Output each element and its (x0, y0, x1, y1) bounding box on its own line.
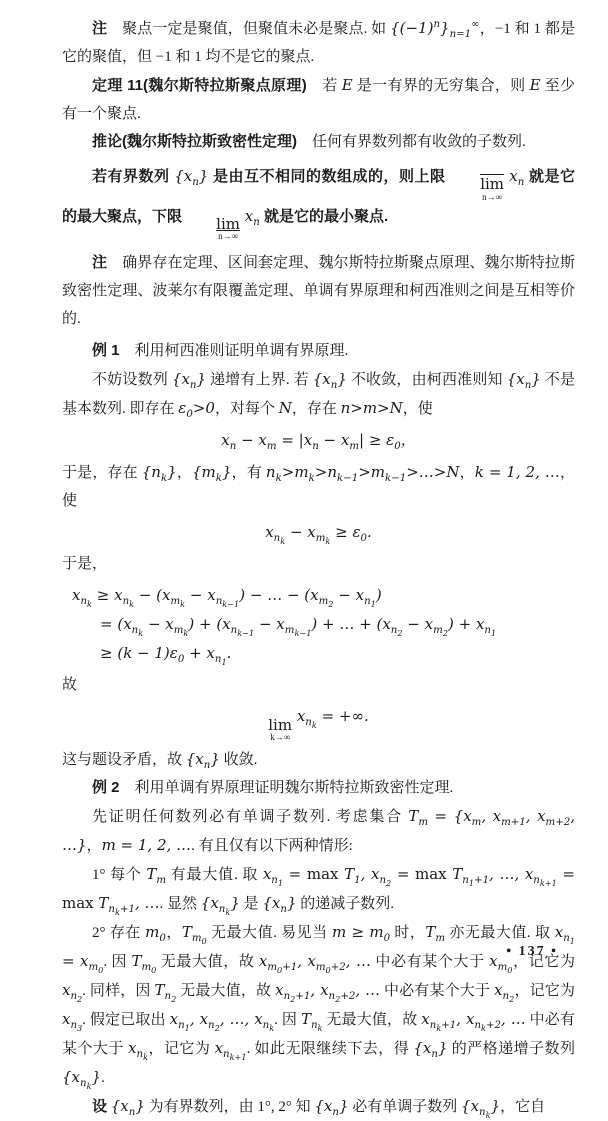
example-1-proof-2 (62, 458, 575, 515)
body-text: ， (459, 465, 475, 482)
body-text: . 因 (103, 954, 132, 971)
math-expression: $x_{n_k} \ge x_{n_k} - (x_{m_k} - x_{n_{k-1}})$ − … − $(x_{m_2} - x_{n_1})$ (72, 586, 382, 610)
body-text: ，使 (62, 465, 575, 510)
math-expression: $x_{m_0}$ (489, 952, 513, 976)
body-text: . 有且仅有以下两种情形: (191, 838, 353, 855)
body-text: 至少有一个聚点. (62, 78, 575, 122)
example-1-proof-4 (62, 671, 575, 699)
math-expression: $m \ge m_0$ (331, 923, 391, 945)
eq-cauchy-gap (62, 426, 575, 455)
body-text: 是一有界的无穷集合，则 (352, 78, 530, 94)
body-text: 利用柯西准则证明单调有界原理. (119, 343, 349, 360)
body-text: . (101, 1070, 105, 1087)
body-text: 的递减子数列. (296, 896, 395, 913)
math-expression: $\{x_n\}$ (174, 167, 209, 188)
math-expression: $\{(-1)^n\}_{n=1}^\infty$ (390, 19, 480, 40)
body-text: 利用单调有界原理证明魏尔斯特拉斯致密性定理. (119, 780, 454, 797)
bold-text: 例 1 (92, 342, 120, 360)
bold-text: 注 (92, 20, 108, 37)
math-expression: = $(x_{n_k} - x_{m_k}) + (x_{n_{k-1}} - x_{m_{k-1}})$ + … + $(x_{n_2} - x_{m_2}) + x_{n_1}$ (100, 615, 497, 639)
corollary-bolzano-weierstrass (62, 128, 575, 156)
math-expression: $x_{n_k} - x_{m_k} \ge \varepsilon_0$. (265, 523, 372, 547)
case-2 (62, 918, 575, 1092)
math-expression: k = 1, 2, … (474, 463, 560, 482)
body-text: ，使 (402, 401, 433, 418)
body-text: ，记它为 (148, 1041, 215, 1058)
math-expression: $\{x_n\}$ (506, 370, 541, 392)
bold-text: 是由互不相同的数组成的，则上限 (208, 168, 451, 185)
math-expression: $x_n$ (504, 167, 525, 188)
math-expression: $x_{n_2}$ (62, 981, 83, 1005)
math-expression: $x_{n_2+1}$, $x_{n_2+2}$, … (275, 981, 381, 1005)
math-expression: $\{x_{n_k}\}$ (200, 894, 240, 918)
limit-notation: lim k→∞ (268, 715, 293, 742)
body-text: 不妨设数列 (92, 372, 172, 389)
math-expression: E (529, 76, 541, 94)
theorem-11 (62, 71, 575, 128)
example-2-heading (62, 774, 575, 802)
math-expression: E (341, 76, 353, 94)
body-text: . 如此无限继续下去，得 (246, 1041, 414, 1058)
math-expression: $x_{n_k}$ (128, 1039, 149, 1063)
math-expression: $\{x_{n_k}\}$ (62, 1068, 102, 1092)
equation-line (62, 518, 575, 547)
body-text: 聚点一定是聚值，但聚值未必是聚点. 如 (107, 21, 391, 37)
body-text: 任何有界数列都有收敛的子数列. (297, 134, 526, 150)
bold-text: 注 (92, 254, 108, 272)
math-expression: $\{x_n\}$ (171, 370, 207, 392)
limit-notation: lim n→∞ (216, 214, 240, 242)
bold-text: 推论(魏尔斯特拉斯致密性定理) (92, 133, 297, 150)
closing-paragraph (62, 1092, 575, 1121)
body-text: 的严格递增子数列 (447, 1041, 575, 1058)
body-text: 若 (306, 78, 342, 94)
body-text: ， (86, 838, 102, 855)
body-text: ，−1 和 1 都是它的聚值，但 −1 和 1 均不是它的聚点. (62, 21, 575, 65)
body-text: ，它自 (500, 1099, 546, 1116)
body-text: 递增有上界. 若 (206, 372, 313, 389)
bold-text: 设 (92, 1098, 108, 1116)
math-expression: $\{x_n\}$ (110, 1097, 145, 1119)
math-expression: $\{x_n\}$ (413, 1039, 448, 1061)
page-number: • 137 • (506, 944, 558, 959)
math-expression: $\{x_n\}$ (312, 370, 347, 392)
math-expression: $n_k>m_k>n_{k-1}>m_{k-1}>\dots>N$ (265, 463, 460, 485)
equation-line (62, 702, 575, 742)
note-limit-point (62, 14, 575, 71)
body-text: 这与题设矛盾，故 (62, 752, 186, 769)
eq-limit-infinity (62, 702, 575, 742)
bold-text: 定理 11(魏尔斯特拉斯聚点原理) (92, 77, 307, 94)
body-text: 1° 每个 (92, 867, 147, 884)
body-text: . 假定已取出 (82, 1012, 170, 1029)
math-expression: $x_n - x_m = |x_n - x_m| \ge \varepsilon_0$， (221, 431, 416, 453)
bold-text: 就是它的最小聚点. (259, 207, 389, 225)
math-expression: $\{x_n\}$ (314, 1097, 349, 1119)
equation-line (72, 581, 575, 610)
body-text: 中必有某个大于 (380, 983, 495, 1000)
math-expression: $\{x_n\}$ (185, 750, 220, 772)
math-expression: $x_{n_k+1}$, $x_{n_k+2}$, … (421, 1010, 526, 1034)
bold-text: 例 2 (92, 779, 120, 797)
math-expression: $T_{m_0}$ (181, 923, 207, 947)
math-expression: $x_{n_1} = x_{m_0}$ (62, 923, 575, 976)
body-text: 于是，存在 (62, 465, 142, 482)
math-expression: $x_n$ (240, 206, 260, 228)
math-expression: $\{x_{n_k}\}$ (461, 1097, 501, 1121)
example-1-proof-1 (62, 365, 575, 423)
equation-line (62, 426, 575, 455)
body-text: 2° 存在 (92, 925, 146, 942)
body-text: 必有单调子数列 (348, 1099, 462, 1116)
math-expression: N (278, 399, 292, 418)
body-text: 有最大值. 取 (166, 867, 263, 884)
math-expression: $\{m_k\}$ (192, 463, 232, 485)
body-text: ，记它为 (512, 954, 575, 971)
math-expression: n>m>N (340, 399, 403, 418)
body-text: . 显然 (159, 896, 201, 913)
math-expression: $x_{n_1} = \max T_1$, $x_{n_2} = \max T_{n_1+1}$, …, $x_{n_{k+1}} = \max T_{n_k+1}$, … (62, 865, 575, 918)
example-1-proof-5 (62, 745, 575, 774)
math-expression: $x_{n_{k+1}}$ (214, 1039, 247, 1063)
body-text: ， (165, 925, 182, 942)
math-expression: $m_0$ (145, 923, 166, 945)
body-text: ， (176, 465, 192, 482)
example-1-proof-3 (62, 550, 575, 578)
body-text: 无最大值. 易见当 (206, 925, 332, 942)
body-text: ，对每个 (214, 401, 279, 418)
math-expression: $x_{n_3}$ (62, 1010, 83, 1034)
limit-notation: $\overline{lim}$ n→∞ (480, 175, 505, 202)
math-expression: $\{n_k\}$ (141, 463, 177, 485)
body-text: 无最大值，故 (322, 1012, 422, 1029)
math-expression: $T_m$ (425, 923, 446, 945)
bold-text: 就是它的最大聚点，下限 (62, 168, 576, 225)
math-expression: ≥ $(k - 1)\varepsilon_0 + x_{n_1}$. (100, 644, 232, 668)
body-text: 无最大值，故 (156, 954, 259, 971)
math-expression: $T_m = \{x_m$, $x_{m+1}$, $x_{m+2}$, …} (62, 807, 576, 855)
eq-telescoping-chain (62, 581, 575, 668)
body-text: 亦无最大值. 取 (445, 925, 555, 942)
math-expression: $x_{m_0+1}$, $x_{m_0+2}$, … (258, 952, 371, 976)
bold-text: 若有界数列 (92, 168, 175, 185)
note-equivalence (62, 249, 575, 333)
body-text: ，有 (231, 465, 266, 482)
body-text: 不是基本数列. 即存在 (62, 372, 575, 418)
body-text: 无最大值，故 (176, 983, 276, 1000)
body-text: 确界存在定理、区间套定理、魏尔斯特拉斯聚点原理、魏尔斯特拉斯致密性定理、波莱尔有限覆盖定理、单调有界原理和柯西准则之间是互相等价的. (62, 255, 575, 328)
case-1 (62, 860, 575, 918)
math-expression: $T_{m_0}$ (131, 952, 157, 976)
body-text: ，存在 (291, 401, 341, 418)
math-expression: $x_{n_2}$ (494, 981, 515, 1005)
math-expression: $\varepsilon_0>0$ (178, 399, 215, 421)
body-text: 为有界数列，由 1°, 2° 知 (144, 1099, 315, 1116)
equation-line (100, 639, 575, 668)
page-content (62, 14, 575, 1121)
body-text: . 同样，因 (82, 983, 155, 1000)
math-expression: $x_{n_1}$, $x_{n_2}$, …, $x_{n_k}$ (169, 1010, 275, 1034)
equation-line (100, 610, 575, 639)
math-expression: m = 1, 2, … (101, 836, 192, 855)
eq-subseq-gap (62, 518, 575, 547)
body-text: 于是， (62, 556, 108, 573)
body-text: 不收敛，由柯西准则知 (346, 372, 507, 389)
body-text: 收敛. (219, 752, 258, 769)
body-text: 中必有某个大于 (62, 1012, 575, 1058)
proposition-limsup-liminf (62, 162, 575, 241)
math-expression: $T_{n_2}$ (154, 981, 177, 1005)
body-text: ，记它为 (514, 983, 575, 1000)
math-expression: $T_{n_k}$ (300, 1010, 323, 1034)
body-text: 是 (239, 896, 263, 913)
body-text: 时， (390, 925, 426, 942)
body-text: . 因 (274, 1012, 301, 1029)
body-text: 先证明任何数列必有单调子数列. 考虑集合 (92, 809, 409, 826)
math-expression: $\{x_n\}$ (262, 894, 297, 916)
example-2-proof-1 (62, 802, 575, 860)
body-text: 故 (62, 677, 78, 694)
body-text: 中必有某个大于 (370, 954, 490, 971)
math-expression: $x_{n_k}$ = +∞. (292, 707, 369, 731)
math-expression: $T_m$ (146, 865, 167, 887)
example-1-heading (62, 337, 575, 365)
